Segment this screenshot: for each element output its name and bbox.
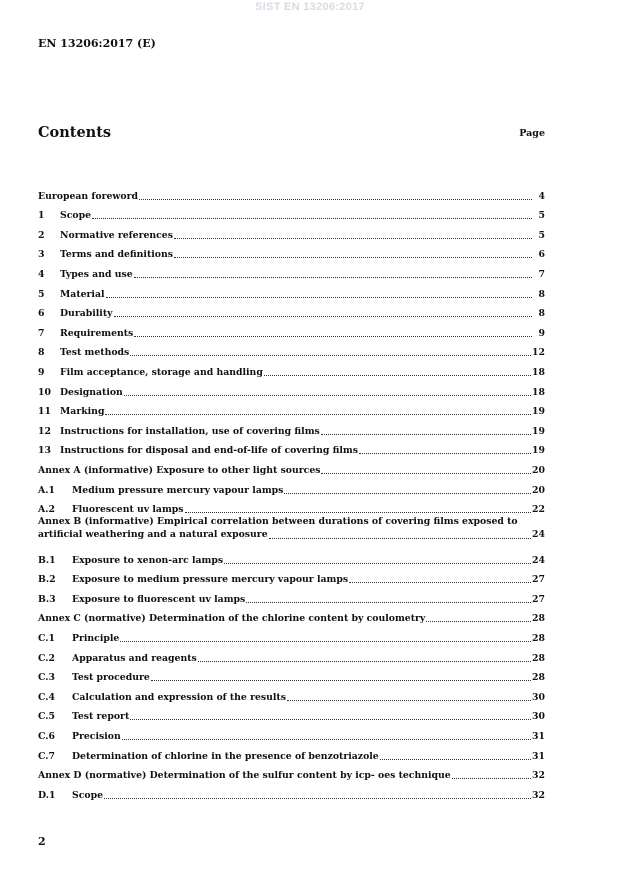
toc-number: 4 [38, 268, 45, 280]
toc-number: B.2 [38, 574, 56, 586]
toc-title: Types and use [60, 268, 133, 280]
toc-entry-d1[interactable] [38, 781, 545, 801]
toc-number: B.1 [38, 554, 56, 566]
toc-number: 6 [38, 308, 45, 320]
toc-number: C.1 [38, 633, 55, 645]
toc-leader [452, 777, 531, 779]
toc-leader [224, 562, 531, 564]
toc-number: 10 [38, 386, 51, 398]
toc-entry-5[interactable] [38, 280, 545, 300]
toc-page: 6 [538, 249, 545, 261]
toc-entry-annex-d[interactable] [38, 762, 545, 782]
toc-page: 4 [538, 190, 545, 202]
toc-leader [122, 738, 531, 740]
toc-leader [359, 452, 531, 454]
toc-number: D.1 [38, 789, 56, 801]
toc-number: A.1 [38, 484, 55, 496]
toc-number: C.2 [38, 652, 55, 664]
toc-entry-european-foreword[interactable] [38, 182, 545, 202]
toc-number: 1 [38, 210, 45, 222]
toc-title: European foreword [38, 190, 138, 202]
toc-leader [114, 315, 532, 317]
toc-page: 28 [532, 613, 545, 625]
toc-entry-11[interactable] [38, 398, 545, 418]
toc-title: Marking [60, 406, 105, 418]
toc-page: 8 [538, 288, 545, 300]
toc-leader [264, 374, 531, 376]
toc-title: Test procedure [72, 672, 150, 684]
toc-title: Medium pressure mercury vapour lamps [72, 484, 284, 496]
toc-page: 19 [532, 445, 545, 457]
toc-number: C.3 [38, 672, 55, 684]
toc-page: 19 [532, 406, 545, 418]
toc-entry-annex-a[interactable] [38, 456, 545, 476]
toc-leader [380, 758, 531, 760]
toc-page: 20 [532, 464, 545, 476]
table-of-contents [38, 182, 545, 801]
toc-title: Instructions for disposal and end-of-life of covering films [60, 445, 358, 457]
toc-title-line-1: Annex B (informative) Empirical correlation between durations of covering films exposed to [38, 516, 518, 528]
toc-page: 20 [532, 484, 545, 496]
toc-entry-3[interactable] [38, 241, 545, 261]
toc-number: 7 [38, 327, 45, 339]
toc-page: 5 [538, 210, 545, 222]
toc-leader [198, 660, 531, 662]
toc-number: C.4 [38, 691, 55, 703]
toc-number: C.5 [38, 711, 55, 723]
toc-entry-c1[interactable] [38, 624, 545, 644]
toc-entry-a1[interactable] [38, 476, 545, 496]
toc-page: 7 [538, 268, 545, 280]
toc-entry-b2[interactable] [38, 566, 545, 586]
toc-number: 3 [38, 249, 45, 261]
toc-page: 32 [532, 789, 545, 801]
toc-page: 18 [532, 366, 545, 378]
toc-entry-1[interactable] [38, 202, 545, 222]
toc-leader [246, 601, 531, 603]
toc-page: 19 [532, 425, 545, 437]
toc-leader [185, 511, 532, 513]
toc-number: C.6 [38, 731, 55, 743]
toc-entry-c7[interactable] [38, 742, 545, 762]
contents-title: Contents [38, 124, 112, 141]
toc-title: Principle [72, 633, 120, 645]
toc-leader [134, 335, 532, 337]
toc-title: Terms and definitions [60, 249, 173, 261]
toc-number: B.3 [38, 593, 56, 605]
toc-title: Scope [72, 789, 103, 801]
toc-page: 5 [538, 229, 545, 241]
toc-leader [130, 718, 531, 720]
toc-number: A.2 [38, 504, 55, 516]
toc-page: 30 [532, 711, 545, 723]
watermark: SIST EN 13206:2017 [255, 1, 365, 13]
toc-leader [321, 472, 531, 474]
toc-page: 9 [538, 327, 545, 339]
toc-number: 9 [38, 366, 45, 378]
toc-entry-12[interactable] [38, 417, 545, 437]
toc-entry-c6[interactable] [38, 722, 545, 742]
toc-page: 12 [532, 347, 545, 359]
toc-entry-6[interactable] [38, 300, 545, 320]
toc-entry-c3[interactable] [38, 664, 545, 684]
toc-leader [139, 198, 532, 200]
toc-title: Precision [72, 731, 121, 743]
toc-leader [105, 413, 531, 415]
toc-entry-10[interactable] [38, 378, 545, 398]
toc-title: Material [60, 288, 105, 300]
toc-leader [174, 237, 532, 239]
toc-leader [92, 217, 532, 219]
toc-entry-4[interactable] [38, 260, 545, 280]
toc-title: Film acceptance, storage and handling [60, 366, 263, 378]
toc-page: 28 [532, 652, 545, 664]
toc-title: Instructions for installation, use of covering films [60, 425, 320, 437]
toc-title: Calculation and expression of the results [72, 691, 286, 703]
toc-page: 30 [532, 691, 545, 703]
toc-number: 11 [38, 406, 51, 418]
toc-title: Apparatus and reagents [72, 652, 197, 664]
toc-entry-c2[interactable] [38, 644, 545, 664]
toc-leader [174, 256, 532, 258]
toc-title: Annex C (normative) Determination of the chlorine content by coulometry [38, 613, 426, 625]
toc-page: 27 [532, 574, 545, 586]
toc-leader [284, 492, 531, 494]
toc-leader [120, 640, 531, 642]
toc-leader [321, 433, 531, 435]
toc-leader [426, 620, 531, 622]
toc-title: Exposure to fluorescent uv lamps [72, 593, 246, 605]
toc-title: Durability [60, 308, 113, 320]
document-id: EN 13206:2017 (E) [38, 37, 156, 50]
toc-number: C.7 [38, 750, 55, 762]
toc-page: 28 [532, 633, 545, 645]
toc-title: Annex A (informative) Exposure to other light sources [38, 464, 321, 476]
toc-leader [269, 537, 531, 539]
footer-page-number: 2 [38, 835, 46, 848]
toc-entry-a2[interactable] [38, 496, 545, 516]
toc-leader [130, 354, 531, 356]
toc-page: 22 [532, 504, 545, 516]
toc-page: 31 [532, 750, 545, 762]
toc-title: Fluorescent uv lamps [72, 504, 184, 516]
toc-entry-c5[interactable] [38, 703, 545, 723]
toc-title: Test report [72, 711, 130, 723]
toc-title-line-2: artificial weathering and a natural exposure [38, 529, 268, 541]
toc-title: Determination of chlorine in the presence of benzotriazole [72, 750, 379, 762]
toc-entry-9[interactable] [38, 358, 545, 378]
toc-number: 5 [38, 288, 45, 300]
toc-entry-13[interactable] [38, 437, 545, 457]
toc-entry-b3[interactable] [38, 585, 545, 605]
toc-entry-c4[interactable] [38, 683, 545, 703]
toc-leader [287, 699, 531, 701]
toc-leader [349, 581, 531, 583]
toc-leader [104, 797, 531, 799]
toc-entry-annex-b[interactable] [38, 515, 545, 546]
toc-number: 13 [38, 445, 51, 457]
toc-number: 8 [38, 347, 45, 359]
toc-title: Requirements [60, 327, 134, 339]
toc-number: 2 [38, 229, 45, 241]
toc-page: 32 [532, 770, 545, 782]
toc-title: Scope [60, 210, 91, 222]
toc-title: Normative references [60, 229, 173, 241]
toc-leader [106, 296, 532, 298]
toc-page: 24 [532, 529, 545, 541]
toc-leader [124, 394, 531, 396]
toc-title: Exposure to medium pressure mercury vapour lamps [72, 574, 349, 586]
toc-page: 24 [532, 554, 545, 566]
toc-entry-8[interactable] [38, 339, 545, 359]
toc-entry-annex-c[interactable] [38, 605, 545, 625]
toc-page: 28 [532, 672, 545, 684]
toc-page: 18 [532, 386, 545, 398]
toc-title: Designation [60, 386, 123, 398]
page-column-label: Page [519, 128, 545, 139]
toc-title: Exposure to xenon-arc lamps [72, 554, 224, 566]
toc-entry-2[interactable] [38, 221, 545, 241]
toc-entry-b1[interactable] [38, 546, 545, 566]
toc-leader [134, 276, 532, 278]
toc-entry-7[interactable] [38, 319, 545, 339]
toc-title: Test methods [60, 347, 130, 359]
toc-leader [151, 679, 531, 681]
toc-page: 27 [532, 593, 545, 605]
toc-page: 31 [532, 731, 545, 743]
toc-number: 12 [38, 425, 51, 437]
toc-page: 8 [538, 308, 545, 320]
toc-title: Annex D (normative) Determination of the sulfur content by icp- oes technique [38, 770, 451, 782]
